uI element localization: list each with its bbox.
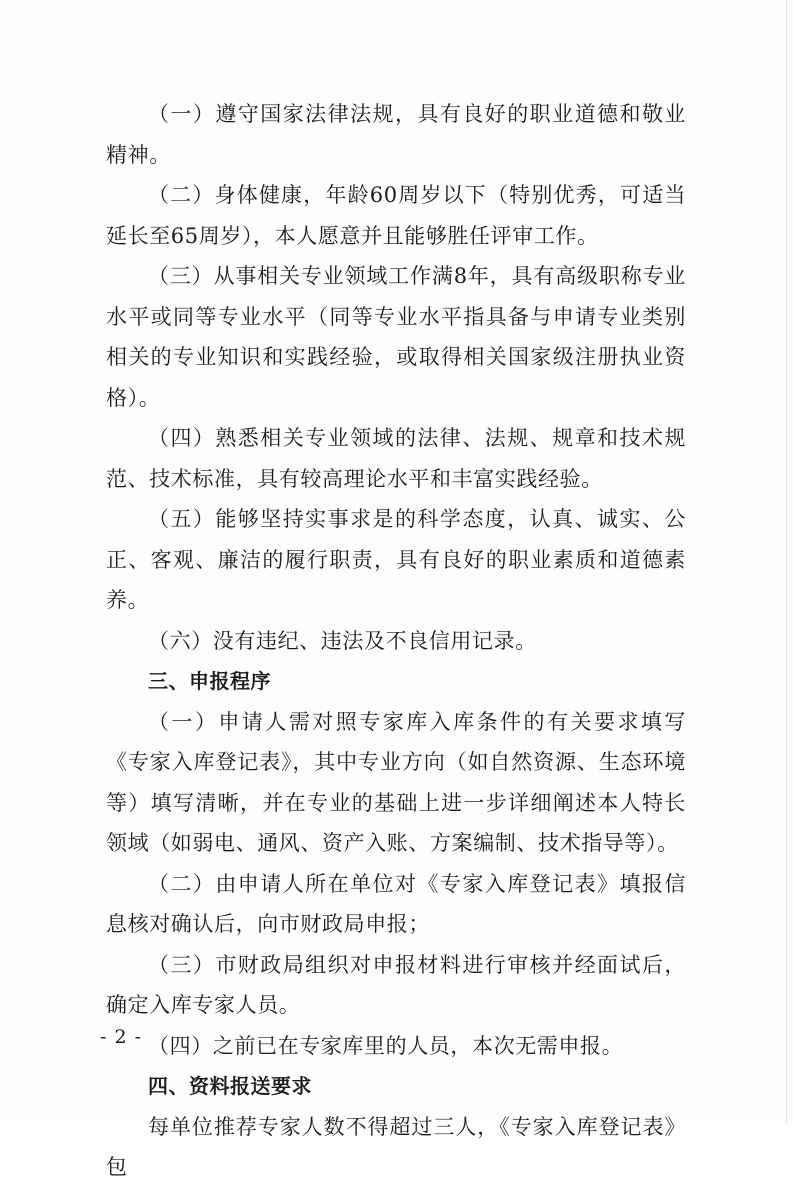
section-heading-submission-requirements: 四、资料报送要求	[148, 1074, 312, 1098]
page-number: - 2 -	[100, 1026, 143, 1048]
clause-1-law-compliance: （一）遵守国家法律法规，具有良好的职业道德和敬业精神。	[106, 102, 686, 167]
scan-edge-divider	[786, 0, 787, 1123]
procedure-step-1: （一）申请人需对照专家库入库条件的有关要求填写《专家入库登记表》，其中专业方向（如自然资源、生态环境等）填写清晰，并在专业的基础上进一步详细阐述本人特长领域（如弱电、通风、资产入账、方案编制、技术指导等）。	[106, 709, 686, 855]
clause-4-expertise: （四）熟悉相关专业领域的法律、法规、规章和技术规范、技术标准，具有较高理论水平和丰富实践经验。	[106, 426, 686, 491]
procedure-step-4: （四）之前已在专家库里的人员，本次无需申报。	[148, 1033, 624, 1058]
clause-5-attitude: （五）能够坚持实事求是的科学态度，认真、诚实、公正、客观、廉洁的履行职责，具有良好的职业素质和道德素养。	[106, 507, 686, 612]
document-body	[106, 94, 686, 1188]
clause-6-record: （六）没有违纪、违法及不良信用记录。	[148, 628, 537, 653]
clause-2-health-age: （二）身体健康，年龄60周岁以下（特别优秀，可适当延长至65周岁），本人愿意并且能够胜任评审工作。	[106, 183, 686, 248]
procedure-step-3: （三）市财政局组织对申报材料进行审核并经面试后，确定入库专家人员。	[106, 952, 686, 1017]
clause-3-experience: （三）从事相关专业领域工作满8年，具有高级职称专业水平或同等专业水平（同等专业水平指具备与申请专业类别相关的专业知识和实践经验，或取得相关国家级注册执业资格）。	[106, 264, 686, 410]
procedure-step-2: （二）由申请人所在单位对《专家入库登记表》填报信息核对确认后，向市财政局申报；	[106, 871, 686, 936]
section-heading-application-procedure: 三、申报程序	[148, 669, 271, 693]
submission-requirement-text: 每单位推荐专家人数不得超过三人，《专家入库登记表》包	[106, 1114, 686, 1179]
